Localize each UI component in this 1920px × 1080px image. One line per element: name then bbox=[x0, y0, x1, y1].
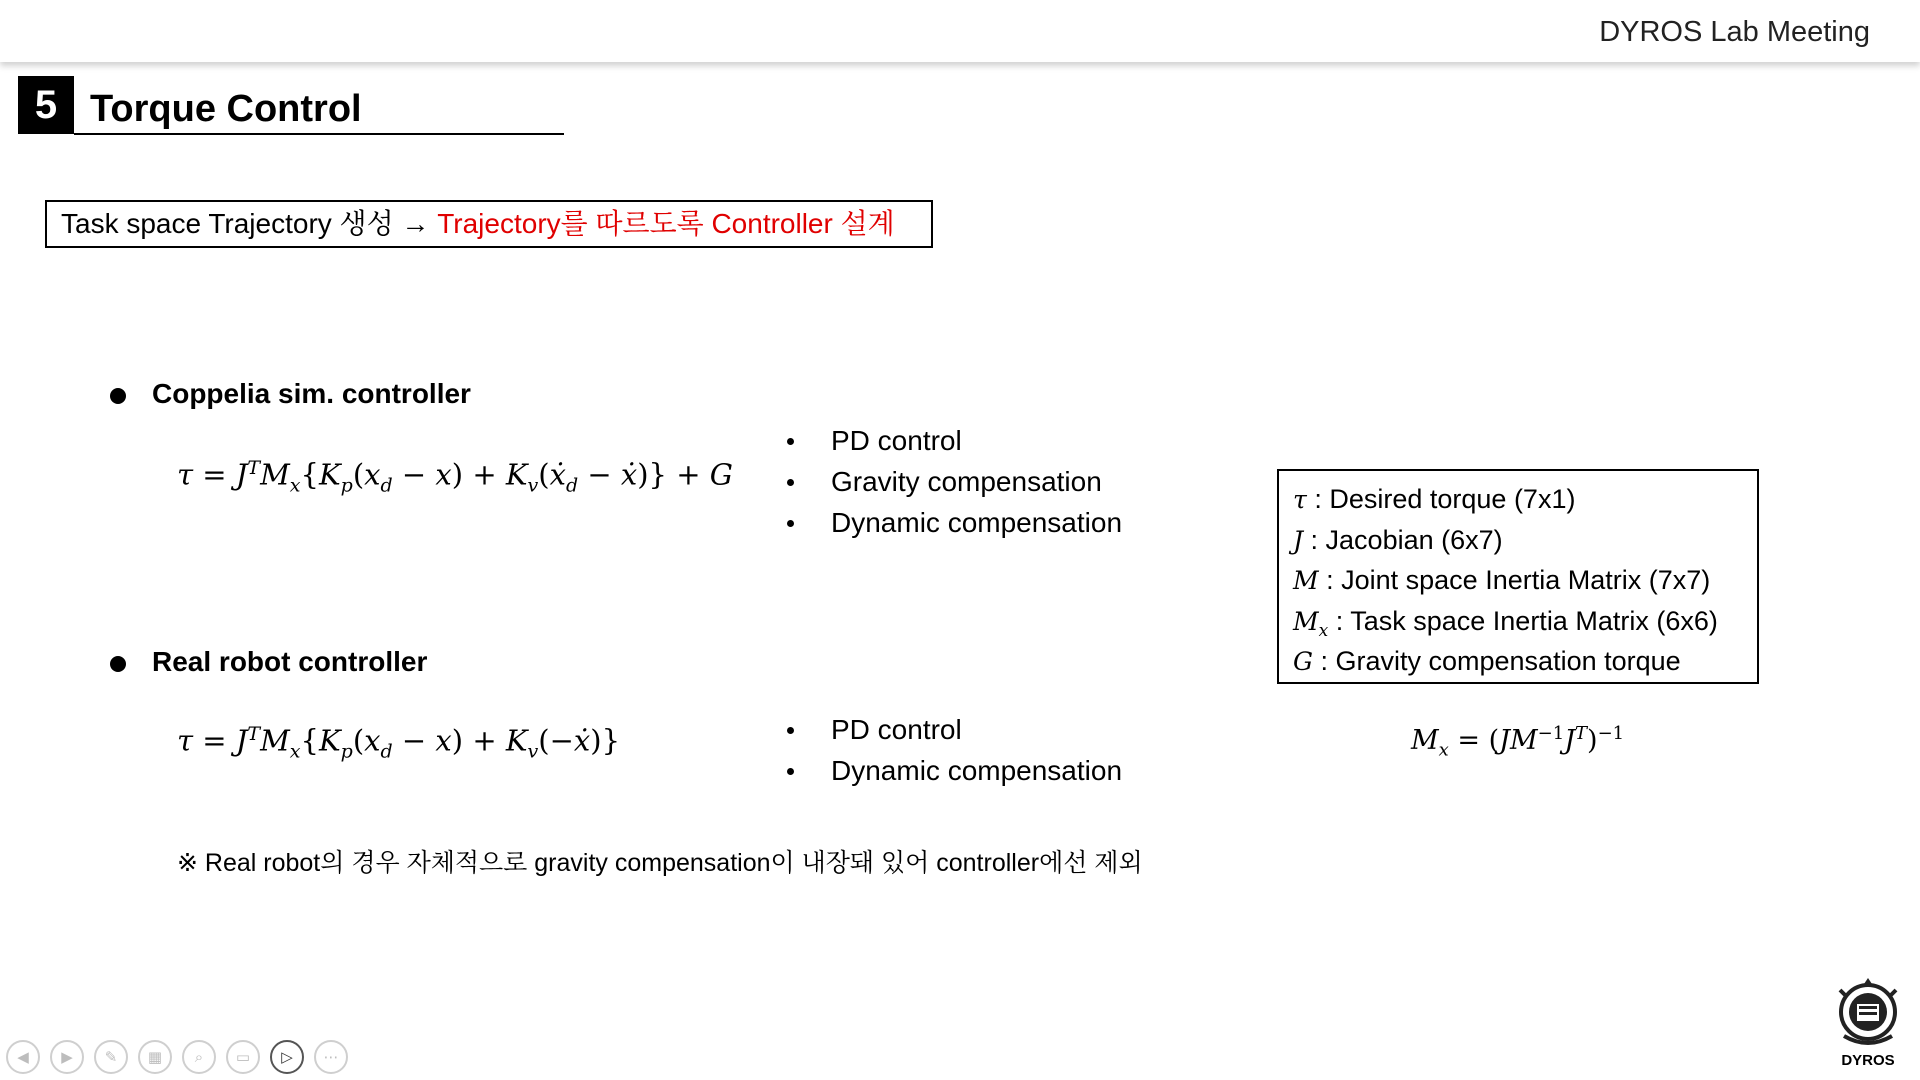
section-number: 5 bbox=[18, 76, 74, 134]
list-item: PD control bbox=[787, 420, 1122, 461]
next-icon[interactable]: ▶ bbox=[50, 1040, 84, 1074]
bullet-dot bbox=[787, 768, 794, 775]
definition-row: $M_x$ : Task space Inertia Matrix (6x6) bbox=[1293, 605, 1718, 641]
coppelia-heading: Coppelia sim. controller bbox=[152, 378, 471, 409]
header-title: DYROS Lab Meeting bbox=[1599, 16, 1870, 48]
more-icon[interactable]: ⋯ bbox=[314, 1040, 348, 1074]
pen-icon[interactable]: ✎ bbox=[94, 1040, 128, 1074]
dyros-emblem-icon bbox=[1830, 976, 1906, 1052]
real-heading: Real robot controller bbox=[152, 646, 428, 677]
definition-row: M : Joint space Inertia Matrix (7x7) bbox=[1293, 565, 1711, 595]
coppelia-bullet bbox=[110, 388, 126, 404]
coppelia-equation: $\tau = J^TM_x\{K_p(x_d - x)$ + $K_v(ẋ_d$ − ẋ)} + G bbox=[177, 457, 733, 497]
bullet-dot bbox=[787, 727, 794, 734]
list-item: Gravity compensation bbox=[787, 461, 1122, 502]
section-title: Torque Control bbox=[90, 88, 362, 130]
bullet-dot bbox=[787, 479, 794, 486]
real-bullet bbox=[110, 656, 126, 672]
real-equation: $\tau = J^TM_x\{K_p(x_d - x)$ + $K_v(-ẋ)$} bbox=[177, 723, 621, 763]
definition-row: G : Gravity compensation torque bbox=[1293, 646, 1681, 676]
bullet-dot bbox=[787, 520, 794, 527]
task-inertia-equation: $M_x = (JM^{-1}J^T)^{-1}$ bbox=[1411, 723, 1625, 761]
header-bar bbox=[0, 0, 1920, 62]
zoom-icon[interactable]: ⌕ bbox=[182, 1040, 216, 1074]
bullet-dot bbox=[787, 438, 794, 445]
task-summary-highlight: Trajectory를 따르도록 Controller 설계 bbox=[437, 208, 895, 239]
list-item: PD control bbox=[787, 709, 1122, 750]
note-text: ※ Real robot의 경우 자체적으로 gravity compensation이 내장돼 있어 controller에선 제외 bbox=[177, 849, 1143, 877]
logo-text: DYROS bbox=[1841, 1052, 1895, 1069]
definitions-box bbox=[1277, 469, 1759, 684]
definition-row: τ : Desired torque (7x1) bbox=[1293, 484, 1576, 514]
definition-row: J : Jacobian (6x7) bbox=[1293, 524, 1503, 555]
task-summary-box bbox=[45, 200, 933, 248]
list-item: Dynamic compensation bbox=[787, 750, 1122, 791]
real-feature-list bbox=[787, 709, 1122, 791]
list-item: Dynamic compensation bbox=[787, 502, 1122, 543]
camera-icon[interactable]: ▷ bbox=[270, 1040, 304, 1074]
section-underline bbox=[74, 133, 564, 135]
dyros-logo bbox=[1830, 976, 1906, 1068]
slides-icon[interactable]: ▦ bbox=[138, 1040, 172, 1074]
coppelia-feature-list bbox=[787, 420, 1122, 543]
task-summary-text: Task space Trajectory 생성 → bbox=[61, 208, 438, 239]
prev-icon[interactable]: ◀ bbox=[6, 1040, 40, 1074]
subtitle-icon[interactable]: ▭ bbox=[226, 1040, 260, 1074]
slideshow-toolbar bbox=[6, 1040, 348, 1076]
